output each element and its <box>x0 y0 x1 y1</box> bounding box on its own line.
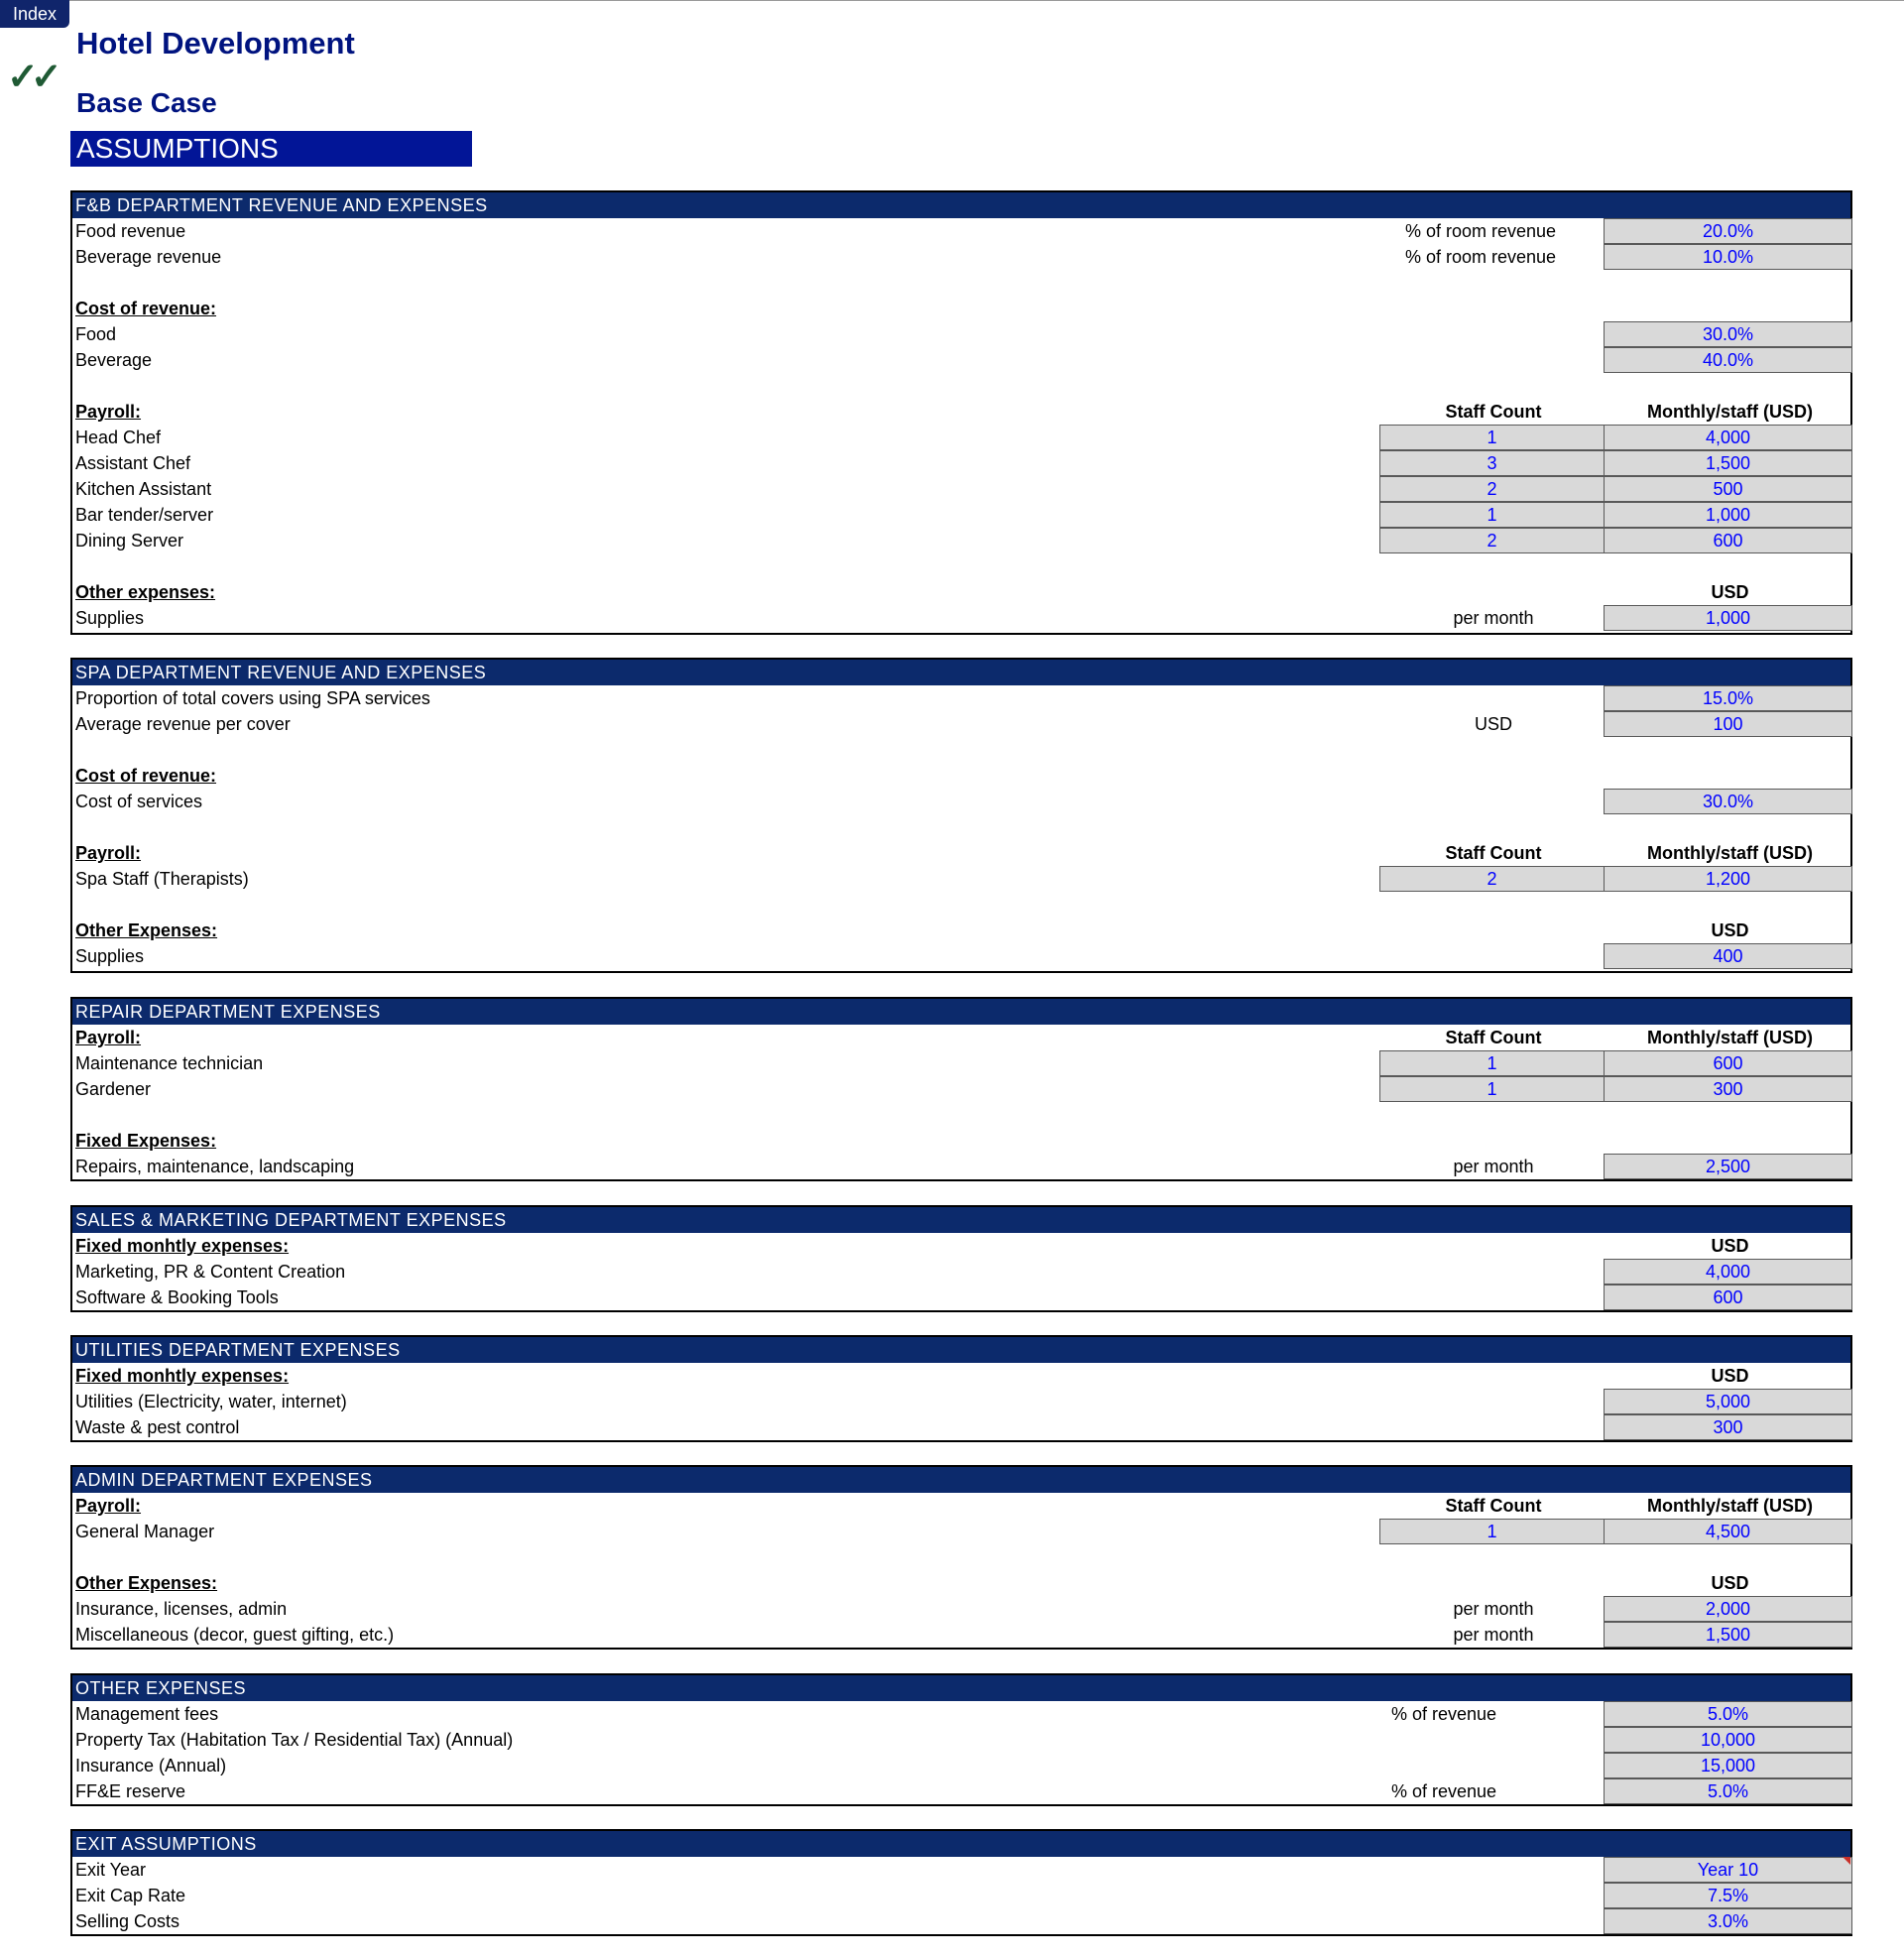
input-cell[interactable]: 10,000 <box>1604 1727 1852 1753</box>
row-unit: per month <box>1453 608 1534 628</box>
input-cell[interactable]: 2,500 <box>1604 1154 1852 1179</box>
group-heading: Payroll: <box>75 1496 142 1516</box>
column-header-usd: USD <box>1711 1573 1749 1593</box>
table-row <box>72 1883 1850 1908</box>
input-cell[interactable]: 300 <box>1604 1414 1852 1440</box>
table-row <box>72 866 1850 892</box>
row-label: Property Tax (Habitation Tax / Residential Tax) (Annual) <box>75 1730 514 1750</box>
table-row <box>72 502 1850 528</box>
input-cell[interactable]: 600 <box>1604 1285 1852 1310</box>
row-label: FF&E reserve <box>75 1781 186 1801</box>
table-row <box>72 425 1850 450</box>
page-title: Hotel Development <box>76 26 355 61</box>
column-header-monthly: Monthly/staff (USD) <box>1647 1496 1813 1516</box>
input-cell[interactable]: 15,000 <box>1604 1753 1852 1778</box>
table-row <box>72 1857 1850 1883</box>
row-unit: USD <box>1474 714 1512 734</box>
table-row <box>72 711 1850 737</box>
row-label: Marketing, PR & Content Creation <box>75 1262 346 1282</box>
row-label: Management fees <box>75 1704 219 1724</box>
table-row <box>72 1076 1850 1102</box>
input-cell[interactable]: 5,000 <box>1604 1389 1852 1414</box>
input-cell[interactable]: 5.0% <box>1604 1701 1852 1727</box>
table-row <box>72 1493 1850 1519</box>
input-cell[interactable]: 10.0% <box>1604 244 1852 270</box>
row-unit: per month <box>1453 1157 1534 1176</box>
section-header: EXIT ASSUMPTIONS <box>72 1831 1850 1857</box>
column-header-staff: Staff Count <box>1445 1496 1542 1516</box>
index-button[interactable]: Index <box>0 0 69 28</box>
table-row <box>72 1596 1850 1622</box>
table-row <box>72 1908 1850 1934</box>
table-row <box>72 1233 1850 1259</box>
section-header: REPAIR DEPARTMENT EXPENSES <box>72 999 1850 1025</box>
input-cell[interactable]: 7.5% <box>1604 1883 1852 1908</box>
staff-cell[interactable]: 1 <box>1379 1076 1605 1102</box>
row-unit: % of room revenue <box>1404 221 1557 241</box>
column-header-monthly: Monthly/staff (USD) <box>1647 1028 1813 1047</box>
staff-cell[interactable]: 2 <box>1379 866 1605 892</box>
input-cell[interactable]: 40.0% <box>1604 347 1852 373</box>
table-row <box>72 347 1850 373</box>
group-heading: Other expenses: <box>75 582 216 602</box>
row-unit: per month <box>1453 1599 1534 1619</box>
table-row <box>72 1778 1850 1804</box>
group-heading: Other Expenses: <box>75 1573 218 1593</box>
staff-cell[interactable]: 1 <box>1379 1050 1605 1076</box>
input-cell[interactable]: 20.0% <box>1604 218 1852 244</box>
row-unit: % of room revenue <box>1404 247 1557 267</box>
table-row <box>72 1414 1850 1440</box>
input-cell[interactable]: 4,500 <box>1604 1519 1852 1544</box>
table-row <box>72 528 1850 553</box>
row-label: Dining Server <box>75 531 184 551</box>
group-heading: Fixed Expenses: <box>75 1131 217 1151</box>
section-header: UTILITIES DEPARTMENT EXPENSES <box>72 1337 1850 1363</box>
staff-cell[interactable]: 3 <box>1379 450 1605 476</box>
row-label: Insurance, licenses, admin <box>75 1599 288 1619</box>
table-row <box>72 1519 1850 1544</box>
comment-marker-icon <box>1843 1857 1850 1865</box>
table-row <box>72 685 1850 711</box>
top-border <box>0 0 1904 1</box>
row-label: Beverage <box>75 350 153 370</box>
row-label: Supplies <box>75 608 145 628</box>
row-label: Gardener <box>75 1079 152 1099</box>
section-header: F&B DEPARTMENT REVENUE AND EXPENSES <box>72 192 1850 218</box>
group-heading: Other Expenses: <box>75 920 218 940</box>
table-row <box>72 1154 1850 1179</box>
input-cell[interactable]: 400 <box>1604 943 1852 969</box>
staff-cell[interactable]: 2 <box>1379 476 1605 502</box>
input-cell[interactable]: 30.0% <box>1604 321 1852 347</box>
table-row <box>72 1259 1850 1285</box>
row-label: Utilities (Electricity, water, internet) <box>75 1392 347 1411</box>
column-header-usd: USD <box>1711 920 1749 940</box>
table-row <box>72 605 1850 631</box>
input-cell[interactable]: 3.0% <box>1604 1908 1852 1934</box>
table-row <box>72 321 1850 347</box>
input-cell[interactable]: 600 <box>1604 528 1852 553</box>
table-row <box>72 918 1850 943</box>
row-unit: % of revenue <box>1390 1781 1497 1801</box>
row-label: Supplies <box>75 946 145 966</box>
row-label: Software & Booking Tools <box>75 1287 279 1307</box>
row-label: Spa Staff (Therapists) <box>75 869 249 889</box>
section-header: ADMIN DEPARTMENT EXPENSES <box>72 1467 1850 1493</box>
row-label: General Manager <box>75 1522 215 1541</box>
group-heading: Cost of revenue: <box>75 766 217 786</box>
input-cell[interactable]: Year 10 <box>1604 1857 1852 1883</box>
table-row <box>72 943 1850 969</box>
table-row <box>72 296 1850 321</box>
input-cell[interactable]: 1,200 <box>1604 866 1852 892</box>
input-cell[interactable]: 1,000 <box>1604 502 1852 528</box>
group-heading: Payroll: <box>75 402 142 422</box>
row-label: Selling Costs <box>75 1911 180 1931</box>
table-row <box>72 1050 1850 1076</box>
table-row <box>72 789 1850 814</box>
input-cell[interactable]: 5.0% <box>1604 1778 1852 1804</box>
table-row <box>72 1753 1850 1778</box>
row-label: Food revenue <box>75 221 186 241</box>
row-label: Average revenue per cover <box>75 714 291 734</box>
scenario-subtitle: Base Case <box>76 87 217 118</box>
group-heading: Payroll: <box>75 1028 142 1047</box>
table-row <box>72 1128 1850 1154</box>
input-cell[interactable]: 100 <box>1604 711 1852 737</box>
column-header-staff: Staff Count <box>1445 402 1542 422</box>
row-label: Beverage revenue <box>75 247 222 267</box>
staff-cell[interactable]: 1 <box>1379 1519 1605 1544</box>
table-row <box>72 1570 1850 1596</box>
row-label: Maintenance technician <box>75 1053 264 1073</box>
staff-cell[interactable]: 2 <box>1379 528 1605 553</box>
row-label: Food <box>75 324 117 344</box>
table-row <box>72 218 1850 244</box>
input-cell[interactable]: 1,500 <box>1604 450 1852 476</box>
row-label: Head Chef <box>75 428 162 447</box>
input-cell[interactable]: 500 <box>1604 476 1852 502</box>
input-cell[interactable]: 300 <box>1604 1076 1852 1102</box>
table-row <box>72 476 1850 502</box>
table-row <box>72 244 1850 270</box>
row-label: Waste & pest control <box>75 1417 240 1437</box>
input-cell[interactable]: 1,000 <box>1604 605 1852 631</box>
row-label: Proportion of total covers using SPA services <box>75 688 430 708</box>
column-header-monthly: Monthly/staff (USD) <box>1647 402 1813 422</box>
other-expenses-section <box>70 1673 1852 1806</box>
input-cell[interactable]: 30.0% <box>1604 789 1852 814</box>
input-cell[interactable]: 4,000 <box>1604 1259 1852 1285</box>
column-header-usd: USD <box>1711 1236 1749 1256</box>
group-heading: Cost of revenue: <box>75 299 217 318</box>
staff-cell[interactable]: 1 <box>1379 425 1605 450</box>
row-label: Kitchen Assistant <box>75 479 212 499</box>
admin-section <box>70 1465 1852 1650</box>
column-header-monthly: Monthly/staff (USD) <box>1647 843 1813 863</box>
assumptions-banner: ASSUMPTIONS <box>70 131 472 167</box>
row-label: Insurance (Annual) <box>75 1756 227 1775</box>
staff-cell[interactable]: 1 <box>1379 502 1605 528</box>
repair-section <box>70 997 1852 1181</box>
exit-section <box>70 1829 1852 1936</box>
row-label: Repairs, maintenance, landscaping <box>75 1157 355 1176</box>
table-row <box>72 1389 1850 1414</box>
column-header-usd: USD <box>1711 582 1749 602</box>
row-unit: per month <box>1453 1625 1534 1645</box>
row-label: Exit Cap Rate <box>75 1886 186 1905</box>
section-header: SPA DEPARTMENT REVENUE AND EXPENSES <box>72 660 1850 685</box>
sales-section <box>70 1205 1852 1312</box>
checkmark-icon: ✓✓ <box>7 57 55 98</box>
table-row <box>72 1025 1850 1050</box>
spa-section <box>70 658 1852 973</box>
row-label: Miscellaneous (decor, guest gifting, etc.) <box>75 1625 395 1645</box>
input-cell[interactable]: 4,000 <box>1604 425 1852 450</box>
row-label: Cost of services <box>75 792 203 811</box>
group-heading: Fixed monhtly expenses: <box>75 1236 290 1256</box>
table-row <box>72 579 1850 605</box>
column-header-usd: USD <box>1711 1366 1749 1386</box>
table-row <box>72 840 1850 866</box>
input-cell[interactable]: 15.0% <box>1604 685 1852 711</box>
table-row <box>72 1285 1850 1310</box>
table-row <box>72 1622 1850 1648</box>
table-row <box>72 1727 1850 1753</box>
input-cell[interactable]: 2,000 <box>1604 1596 1852 1622</box>
table-row <box>72 763 1850 789</box>
group-heading: Payroll: <box>75 843 142 863</box>
section-header: SALES & MARKETING DEPARTMENT EXPENSES <box>72 1207 1850 1233</box>
table-row <box>72 450 1850 476</box>
column-header-staff: Staff Count <box>1445 843 1542 863</box>
input-cell[interactable]: 1,500 <box>1604 1622 1852 1648</box>
input-cell[interactable]: 600 <box>1604 1050 1852 1076</box>
row-label: Assistant Chef <box>75 453 191 473</box>
section-header: OTHER EXPENSES <box>72 1675 1850 1701</box>
utilities-section <box>70 1335 1852 1442</box>
group-heading: Fixed monhtly expenses: <box>75 1366 290 1386</box>
row-unit: % of revenue <box>1390 1704 1497 1724</box>
table-row <box>72 1701 1850 1727</box>
row-label: Exit Year <box>75 1860 147 1880</box>
table-row <box>72 399 1850 425</box>
table-row <box>72 1363 1850 1389</box>
fb-section <box>70 190 1852 635</box>
row-label: Bar tender/server <box>75 505 214 525</box>
column-header-staff: Staff Count <box>1445 1028 1542 1047</box>
